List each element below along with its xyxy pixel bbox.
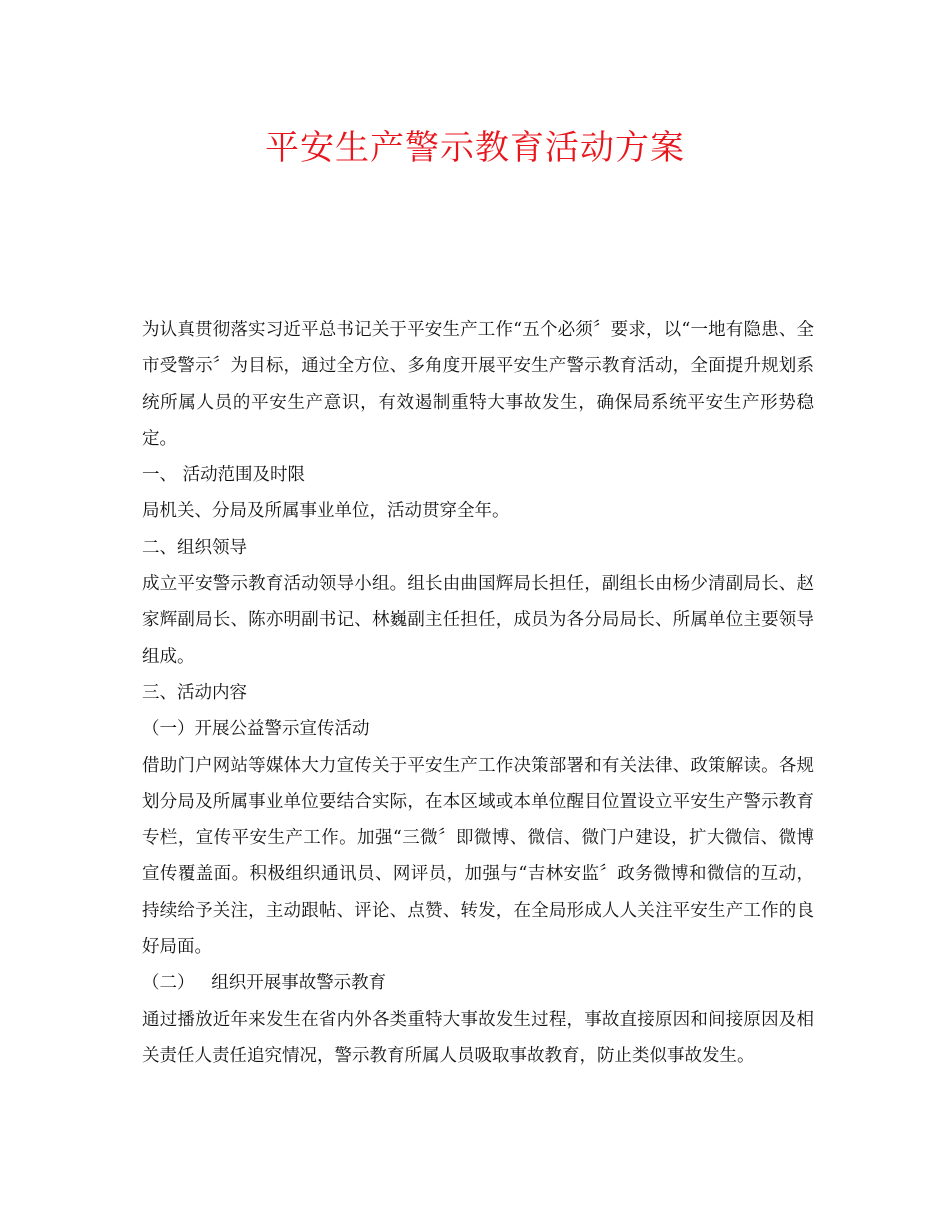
subsection-heading-accident-education: （二） 组织开展事故警示教育 bbox=[142, 973, 387, 994]
document-title: 平安生产警示教育活动方案 bbox=[265, 128, 685, 168]
section-heading-organization: 二、组织领导 bbox=[142, 537, 247, 558]
accident-education-paragraph: 通过播放近年来发生在省内外各类重特大事故发生过程，事故直接原因和间接原因及相关责任人责任追究情况，警示教育所属人员吸取事故教育，防止类似事故发生。 bbox=[142, 1009, 814, 1066]
intro-paragraph: 为认真贯彻落实习近平总书记关于平安生产工作“五个必须〞要求，以“一地有隐患、全市受警示〞为目标，通过全方位、多角度开展平安生产警示教育活动，全面提升规划系统所属人员的平安生产意识，有效遏制重特大事故发生，确保局系统平安生产形势稳定。 bbox=[142, 320, 814, 449]
section-heading-scope: 一、 活动范围及时限 bbox=[142, 465, 306, 486]
organization-paragraph: 成立平安警示教育活动领导小组。组长由曲国辉局长担任，副组长由杨少清副局长、赵家辉副局长、陈亦明副书记、林巍副主任担任，成员为各分局局长、所属单位主要领导组成。 bbox=[142, 574, 814, 667]
publicity-paragraph: 借助门户网站等媒体大力宣传关于平安生产工作决策部署和有关法律、政策解读。各规划分局及所属事业单位要结合实际，在本区域或本单位醒目位置设立平安生产警示教育专栏，宣传平安生产工作。加强“三微〞即微博、微信、微门户建设，扩大微信、微博宣传覆盖面。积极组织通讯员、网评员，加强与“吉林安监〞政务微博和微信的互动，持续给予关注，主动跟帖、评论、点赞、转发，在全局形成人人关注平安生产工作的良好局面。 bbox=[142, 755, 814, 958]
section-heading-content: 三、活动内容 bbox=[142, 682, 247, 703]
document-body bbox=[142, 312, 814, 1074]
subsection-heading-publicity: （一）开展公益警示宣传活动 bbox=[142, 719, 370, 740]
scope-paragraph: 局机关、分局及所属事业单位，活动贯穿全年。 bbox=[142, 501, 510, 522]
